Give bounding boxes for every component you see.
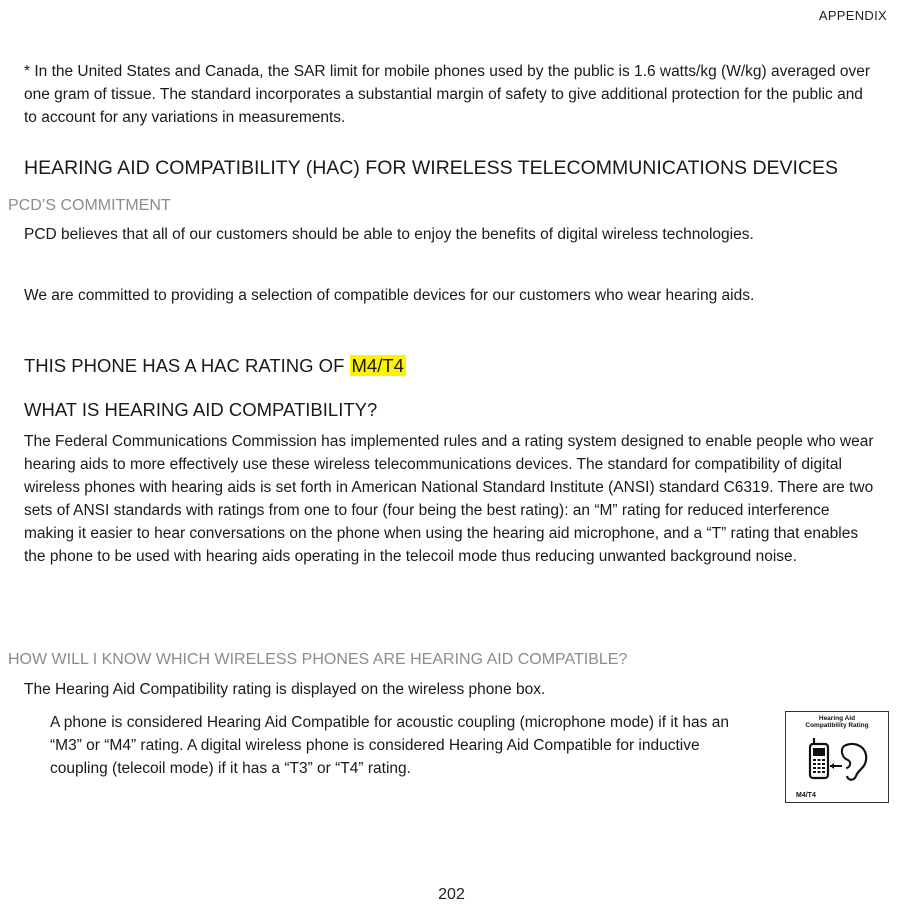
- hac-rating-heading: [24, 354, 406, 378]
- hac-rating-value: M4/T4: [351, 355, 404, 376]
- page-number: 202: [438, 886, 465, 903]
- sar-footnote: * In the United States and Canada, the SAR limit for mobile phones used by the public is 1.6 watts/kg (W/kg) averaged over one gram of tissue. The standard incorporates a substantial margin of safety to give additional protection for the public and to account for any variations in measurements.: [24, 63, 871, 126]
- hac-rating-heading-prefix: THIS PHONE HAS A HAC RATING OF: [24, 355, 350, 376]
- phone-and-ear-icon: [804, 736, 872, 784]
- how-to-know-heading: HOW WILL I KNOW WHICH WIRELESS PHONES ARE HEARING AID COMPATIBLE?: [8, 651, 628, 668]
- hac-logo-title-line2: Compatibility Rating: [805, 722, 869, 729]
- what-is-hac-heading: WHAT IS HEARING AID COMPATIBILITY?: [24, 399, 378, 420]
- commitment-paragraph-2: We are committed to providing a selection of compatible devices for our customers who wear hearing aids.: [24, 287, 755, 304]
- commitment-paragraph-1: PCD believes that all of our customers should be able to enjoy the benefits of digital wireless technologies.: [24, 226, 754, 243]
- what-is-hac-body: The Federal Communications Commission has implemented rules and a rating system designed to enable people who wear hearing aids to more effectively use these wireless telecommunications devices. The standard for compatibility of digital wireless phones with hearing aids is set forth in American National Standard Institute (ANSI) standard C6319. There are two sets of ANSI standards with ratings from one to four (four being the best rating): an “M” rating for reduced interference making it easier to hear conversations on the phone when using the hearing aid microphone, and a “T” rating that enables the phone to be used with hearing aids operating in the telecoil mode thus reducing unwanted background noise.: [24, 433, 874, 565]
- hac-section-title: HEARING AID COMPATIBILITY (HAC) FOR WIRELESS TELECOMMUNICATIONS DEVICES: [24, 157, 839, 179]
- hac-logo-title-line1: Hearing Aid: [818, 715, 856, 722]
- how-to-know-body: The Hearing Aid Compatibility rating is displayed on the wireless phone box.: [24, 681, 546, 698]
- hac-logo-title: [786, 715, 888, 729]
- running-head: APPENDIX: [818, 8, 887, 23]
- hac-logo-rating: M4/T4: [796, 792, 816, 799]
- hac-rating-logo: [785, 711, 889, 803]
- hac-criteria-paragraph: A phone is considered Hearing Aid Compatible for acoustic coupling (microphone mode) if it has an “M3” or “M4” rating. A digital wireless phone is considered Hearing Aid Compatible for inductive coupling (telecoil mode) if it has a “T3” or “T4” rating.: [50, 714, 729, 777]
- commitment-heading: PCD’S COMMITMENT: [8, 197, 171, 214]
